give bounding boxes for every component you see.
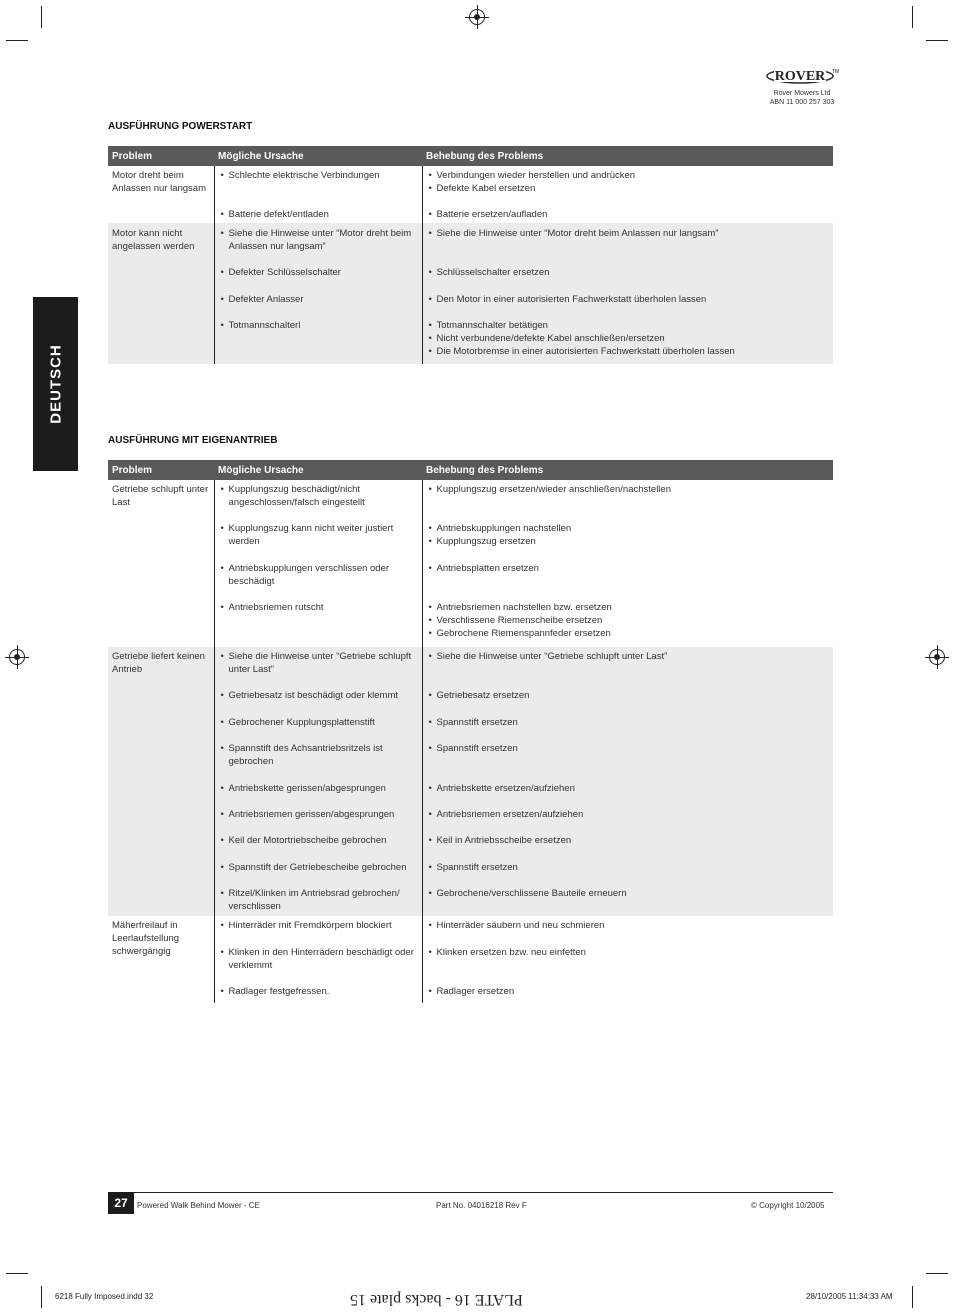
list-item: • Verschlissene Riemenscheibe ersetzen (429, 614, 830, 627)
table-row (108, 647, 833, 916)
list-item: • Antriebskupplungen nachstellen (429, 522, 830, 535)
crop-mark (926, 40, 948, 41)
list-item: • Radlager festgefressen. (221, 985, 418, 998)
list-item: • Kupplungszug ersetzen/wieder anschließen/nachstellen (429, 483, 830, 522)
footer-title: Powered Walk Behind Mower - CE (137, 1201, 260, 1210)
registration-mark-icon (469, 9, 485, 25)
list-item: • Spannstift ersetzen (429, 742, 830, 782)
list-item: • Spannstift ersetzen (429, 716, 830, 742)
list-item: • Radlager ersetzen (429, 985, 830, 998)
list-item: • Keil in Antriebsscheibe ersetzen (429, 834, 830, 861)
table-header-row (108, 460, 833, 480)
list-item: • Kupplungszug beschädigt/nicht angeschlossen/falsch eingestellt (221, 483, 418, 522)
footer-part-no: Part No. 04016218 Rev F (436, 1201, 527, 1210)
registration-mark-icon (9, 649, 25, 665)
remedy-cell (422, 223, 833, 364)
list-item: • Antriebskette gerissen/abgesprungen (221, 782, 418, 808)
list-item: • Getriebesatz ersetzen (429, 689, 830, 716)
rover-logo-icon (766, 64, 838, 88)
slug-plate: PLATE 16 - backs plate 15 (350, 1291, 523, 1308)
cause-cell (214, 480, 422, 647)
list-item: • Siehe die Hinweise unter “Getriebe schlupft unter Last” (221, 650, 418, 689)
header-problem: Problem (108, 460, 214, 480)
list-item: • Schlechte elektrische Verbindungen (221, 169, 418, 208)
logo-abn: ABN 11 000 257 303 (769, 99, 835, 106)
logo-brand: ROVER (774, 69, 826, 84)
header-problem: Problem (108, 146, 214, 166)
list-item: • Antriebskette ersetzen/aufziehen (429, 782, 830, 808)
remedy-cell (422, 647, 833, 916)
list-item: • Spannstift der Getriebescheibe gebrochen (221, 861, 418, 887)
crop-mark (6, 1273, 28, 1274)
list-item: • Gebrochene/verschlissene Bauteile erneuern (429, 887, 830, 900)
logo-company: Rover Mowers Ltd (773, 90, 831, 97)
list-item: • Totmannschalter betätigen (429, 319, 830, 332)
cause-cell (214, 916, 422, 1003)
list-item: • Batterie ersetzen/aufladen (429, 208, 830, 221)
list-item: • Klinken ersetzen bzw. neu einfetten (429, 946, 830, 985)
list-item: • Kupplungszug kann nicht weiter justiert werden (221, 522, 418, 562)
list-item: • Nicht verbundene/defekte Kabel anschließen/ersetzen (429, 332, 830, 345)
problem-cell: Mäherfreilauf in Leerlaufstellung schwergängig (112, 920, 180, 957)
remedy-cell (422, 166, 833, 223)
crop-mark (926, 1273, 948, 1274)
registration-mark-icon (929, 649, 945, 665)
list-item: • Verbindungen wieder herstellen und andrücken (429, 169, 830, 182)
list-item: • Antriebsriemen gerissen/abgesprungen (221, 808, 418, 834)
table-row (108, 166, 833, 223)
cause-cell (214, 166, 422, 223)
list-item: • Klinken in den Hinterrädern beschädigt oder verklemmt (221, 946, 418, 985)
section-title-self-propelled: AUSFÜHRUNG MIT EIGENANTRIEB (108, 435, 278, 446)
list-item: • Siehe die Hinweise unter “Motor dreht beim Anlassen nur langsam” (221, 227, 418, 266)
table-self-propelled (108, 460, 833, 1003)
logo-tm: TM (832, 69, 840, 75)
list-item: • Antriebsriemen nachstellen bzw. ersetzen (429, 601, 830, 614)
list-item: • Getriebesatz ist beschädigt oder klemmt (221, 689, 418, 716)
header-remedy: Behebung des Problems (422, 146, 833, 166)
rover-logo (762, 64, 842, 106)
list-item: • Totmannschalterl (221, 319, 418, 332)
problem-cell: Getriebe liefert keinen Antrieb (108, 647, 214, 916)
problem-cell: Motor kann nicht angelassen werden (108, 223, 214, 364)
list-item: • Gebrochener Kupplungsplattenstift (221, 716, 418, 742)
slug-datetime: 28/10/2005 11:34:33 AM (806, 1292, 893, 1301)
list-item: • Antriebskupplungen verschlissen oder beschädigt (221, 562, 418, 601)
list-item: • Defekter Anlasser (221, 293, 418, 319)
list-item: • Gebrochene Riemenspannfeder ersetzen (429, 627, 830, 640)
list-item: • Defekte Kabel ersetzen (429, 182, 830, 208)
list-item: • Den Motor in einer autorisierten Fachwerkstatt überholen lassen (429, 293, 830, 319)
crop-mark (6, 40, 28, 41)
header-cause: Mögliche Ursache (214, 460, 422, 480)
problem-cell: Getriebe schlupft unter Last (112, 484, 209, 508)
list-item: • Siehe die Hinweise unter “Getriebe schlupft unter Last” (429, 650, 830, 689)
list-item: • Die Motorbremse in einer autorisierten Fachwerkstatt überholen lassen (429, 345, 830, 358)
table-row (108, 916, 833, 1003)
table-row (108, 480, 833, 647)
page-number: 27 (108, 1192, 134, 1214)
remedy-cell (422, 480, 833, 647)
list-item: • Antriebsriemen ersetzen/aufziehen (429, 808, 830, 834)
list-item: • Siehe die Hinweise unter “Motor dreht beim Anlassen nur langsam” (429, 227, 830, 266)
table-header-row (108, 146, 833, 166)
list-item: • Hinterräder mit Fremdkörpern blockiert (221, 919, 418, 946)
list-item: • Defekter Schlüsselschalter (221, 266, 418, 293)
list-item: • Antriebsriemen rutscht (221, 601, 418, 614)
table-row (108, 223, 833, 364)
list-item: • Spannstift ersetzen (429, 861, 830, 887)
crop-mark (912, 1286, 913, 1308)
cause-cell (214, 223, 422, 364)
list-item: • Antriebsplatten ersetzen (429, 562, 830, 601)
footer-rule (108, 1192, 833, 1193)
table-powerstart (108, 146, 833, 364)
list-item: • Schlüsselschalter ersetzen (429, 266, 830, 293)
crop-mark (912, 6, 913, 28)
language-tab (33, 297, 78, 471)
cause-cell (214, 647, 422, 916)
list-item: • Ritzel/Klinken im Antriebsrad gebrochen/ verschlissen (221, 887, 418, 913)
language-tab-label: DEUTSCH (47, 344, 64, 424)
header-remedy: Behebung des Problems (422, 460, 833, 480)
crop-mark (41, 6, 42, 28)
list-item: • Keil der Motortriebscheibe gebrochen (221, 834, 418, 861)
list-item: • Hinterräder säubern und neu schmieren (429, 919, 830, 946)
slug-filename: 6218 Fully Imposed.indd 32 (55, 1292, 154, 1301)
list-item: • Kupplungszug ersetzen (429, 535, 830, 562)
problem-cell: Motor dreht beim Anlassen nur langsam (112, 170, 206, 194)
footer-copyright: © Copyright 10/2005 (751, 1201, 825, 1210)
section-title-powerstart: AUSFÜHRUNG POWERSTART (108, 121, 253, 132)
list-item: • Batterie defekt/entladen (221, 208, 418, 221)
crop-mark (41, 1286, 42, 1308)
remedy-cell (422, 916, 833, 1003)
list-item: • Spannstift des Achsantriebsritzels ist gebrochen (221, 742, 418, 782)
header-cause: Mögliche Ursache (214, 146, 422, 166)
